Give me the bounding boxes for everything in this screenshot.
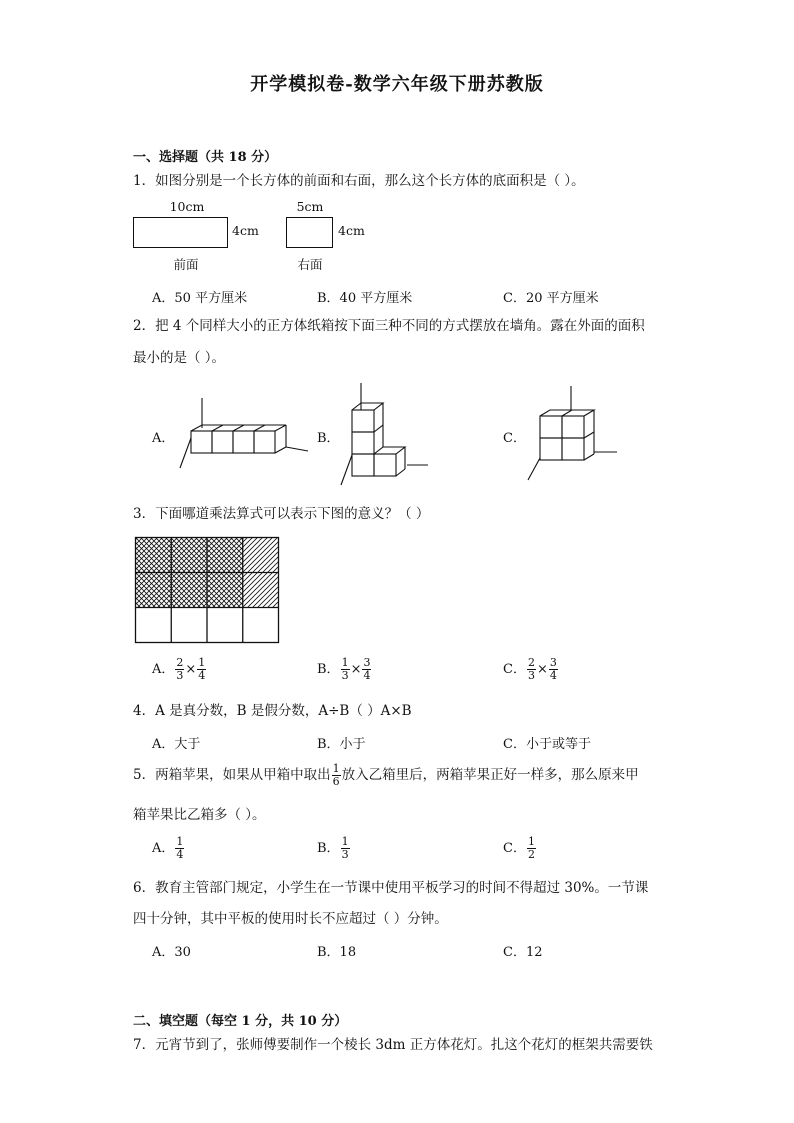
q5-option-b[interactable]: B． $\frac{1}{3}$ (317, 835, 349, 861)
question-5-line-2: 箱苹果比乙箱多（ ）。 (133, 807, 266, 823)
q1-option-a[interactable]: A．50 平方厘米 (152, 291, 248, 306)
question-7-text: 7．元宵节到了，张师傅要制作一个棱长 3dm 正方体花灯。扎这个花灯的框架共需要铁 (133, 1037, 653, 1053)
q2-option-a-label[interactable]: A． (152, 431, 175, 446)
right-caption: 右面 (297, 257, 323, 272)
section-2-heading: 二、填空题（每空 1 分，共 10 分） (133, 1014, 348, 1029)
q1-option-c[interactable]: C．20 平方厘米 (503, 291, 599, 306)
q2-cube-figures (0, 0, 794, 520)
q6-option-a[interactable]: A．30 (152, 945, 191, 960)
q6-option-b[interactable]: B．18 (317, 945, 357, 960)
q3-shaded-grid (134, 536, 282, 646)
q2-figure-a[interactable] (180, 398, 308, 468)
question-5-line-1: 5．两箱苹果，如果从甲箱中取出 $\frac{1}{6}$ 放入乙箱里后，两箱苹果正好一样多，那么原来甲 (133, 762, 639, 788)
q2-figure-b[interactable] (341, 383, 428, 485)
q1-option-b[interactable]: B．40 平方厘米 (317, 291, 413, 306)
question-2-line-2: 最小的是（ ）。 (133, 350, 226, 366)
page-title: 开学模拟卷-数学六年级下册苏教版 (250, 74, 544, 95)
q6-option-c[interactable]: C．12 (503, 945, 543, 960)
q2-option-b-label[interactable]: B． (317, 431, 340, 446)
q5-option-a[interactable]: A． $\frac{1}{4}$ (152, 835, 184, 861)
q3-option-c[interactable]: C． $\frac{2}{3}$ × $\frac{3}{4}$ (503, 656, 557, 682)
q3-option-a[interactable]: A． $\frac{2}{3}$ × $\frac{1}{4}$ (152, 656, 206, 682)
q2-figure-c[interactable] (528, 386, 617, 480)
question-6-line-2: 四十分钟，其中平板的使用时长不应超过（ ）分钟。 (133, 911, 448, 927)
q4-option-b[interactable]: B．小于 (317, 737, 366, 752)
front-caption: 前面 (173, 257, 199, 272)
section-1-heading: 一、选择题（共 18 分） (133, 150, 278, 165)
question-2-line-1: 2．把 4 个同样大小的正方体纸箱按下面三种不同的方式摆放在墙角。露在外面的面积 (133, 318, 645, 334)
q3-option-b[interactable]: B． $\frac{1}{3}$ × $\frac{3}{4}$ (317, 656, 371, 682)
right-height-label: 4cm (338, 223, 365, 238)
q5-option-c[interactable]: C． $\frac{1}{2}$ (503, 835, 535, 861)
right-width-label: 5cm (296, 199, 324, 214)
question-6-line-1: 6．教育主管部门规定，小学生在一节课中使用平板学习的时间不得超过 30%。一节课 (133, 880, 649, 896)
q4-option-c[interactable]: C．小于或等于 (503, 737, 591, 752)
question-3-text: 3．下面哪道乘法算式可以表示下图的意义？（ ） (133, 506, 430, 522)
question-4-text: 4．A 是真分数，B 是假分数，A÷B（ ）A×B (133, 703, 412, 719)
front-height-label: 4cm (232, 223, 259, 238)
q4-option-a[interactable]: A．大于 (152, 737, 201, 752)
front-width-label: 10cm (169, 199, 205, 214)
question-1-text: 1．如图分别是一个长方体的前面和右面，那么这个长方体的底面积是（ ）。 (133, 173, 585, 189)
q2-option-c-label[interactable]: C． (503, 431, 526, 446)
